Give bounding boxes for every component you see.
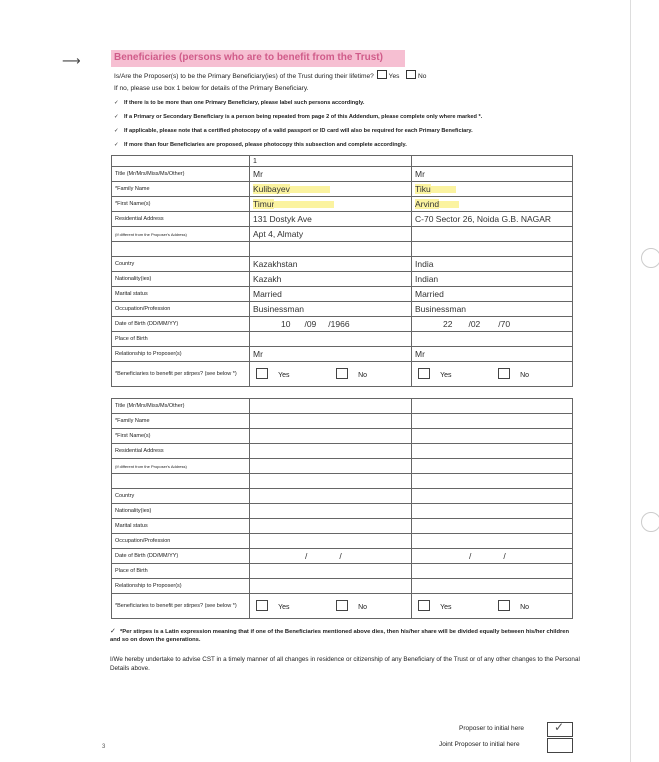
label-family-name: *Family Name [112, 414, 250, 429]
ben2-address-line2[interactable] [412, 227, 573, 242]
ben2-relationship[interactable]: Mr [412, 347, 573, 362]
ben4-address-line1[interactable] [412, 444, 573, 459]
ben1-address-line2[interactable]: Apt 4, Almaty [250, 227, 412, 242]
label-date-of-birth: Date of Birth (DD/MM/YY) [112, 549, 250, 564]
ben1-title[interactable]: Mr [250, 167, 412, 182]
ben1-marital-status[interactable]: Married [250, 287, 412, 302]
ben1-nationality[interactable]: Kazakh [250, 272, 412, 287]
ben3-nationality[interactable] [250, 504, 412, 519]
tick-icon: ✓ [114, 142, 119, 148]
empty-cell [112, 156, 250, 167]
ben3-title[interactable] [250, 399, 412, 414]
ben4-first-name[interactable] [412, 429, 573, 444]
label-address-note: (If different from the Proposer's Address) [112, 227, 250, 242]
ben2-place-of-birth[interactable] [412, 332, 573, 347]
no-checkbox[interactable] [336, 368, 348, 379]
label-address-note: (If different from the Proposer's Address) [112, 459, 250, 474]
yes-checkbox[interactable] [256, 600, 268, 611]
ben2-address-line1[interactable]: C-70 Sector 26, Noida G.B. NAGAR [412, 212, 573, 227]
no-label: No [417, 73, 427, 80]
page-edge [630, 0, 631, 762]
instruction-bullet: ✓ If there is to be more than one Primary Beneficiary, please label such persons accordingly. [114, 100, 365, 106]
ben4-marital-status[interactable] [412, 519, 573, 534]
ben2-occupation[interactable]: Businessman [412, 302, 573, 317]
ben1-country[interactable]: Kazakhstan [250, 257, 412, 272]
empty-cell[interactable] [250, 242, 412, 257]
yes-checkbox[interactable] [377, 70, 387, 79]
yes-checkbox[interactable] [418, 368, 430, 379]
empty-cell [112, 242, 250, 257]
ben3-place-of-birth[interactable] [250, 564, 412, 579]
label-address: Residential Address [112, 212, 250, 227]
label-place-of-birth: Place of Birth [112, 564, 250, 579]
label-first-name: *First Name(s) [112, 197, 250, 212]
ben4-address-line2[interactable] [412, 459, 573, 474]
box-number: 1 [250, 156, 412, 167]
ben4-per-stirpes: Yes No [412, 594, 573, 619]
yes-checkbox[interactable] [418, 600, 430, 611]
tick-icon: ✓ [110, 628, 116, 635]
ben1-per-stirpes: Yes No [250, 362, 412, 387]
instruction-bullet: ✓ If a Primary or Secondary Beneficiary is a person being repeated from page 2 of this Addendum, please complete only where marked *. [114, 114, 483, 120]
primary-beneficiary-question [114, 70, 426, 80]
proposer-initial-label: Proposer to initial here [459, 725, 525, 732]
yes-label: Yes [388, 73, 400, 80]
ben3-first-name[interactable] [250, 429, 412, 444]
ben1-address-line1[interactable]: 131 Dostyk Ave [250, 212, 412, 227]
ben3-family-name[interactable] [250, 414, 412, 429]
label-title: Title (Mr/Mrs/Miss/Ms/Other) [112, 167, 250, 182]
empty-cell [412, 156, 573, 167]
ben1-relationship[interactable]: Mr [250, 347, 412, 362]
label-per-stirpes: *Beneficiaries to benefit per stirpes? (see below *) [112, 594, 250, 619]
label-country: Country [112, 489, 250, 504]
joint-proposer-initial-label: Joint Proposer to initial here [439, 741, 520, 748]
ben2-per-stirpes: Yes No [412, 362, 573, 387]
ben2-nationality[interactable]: Indian [412, 272, 573, 287]
ben3-date-of-birth[interactable]: / / [250, 549, 412, 564]
ben1-occupation[interactable]: Businessman [250, 302, 412, 317]
ben1-first-name[interactable]: Timur [250, 197, 412, 212]
ben4-title[interactable] [412, 399, 573, 414]
per-stirpes-note: ✓ *Per stirpes is a Latin expression meaning that if one of the Beneficiaries mentioned above dies, then his/her share will be divided equally between his/her children and so on down the generations. [110, 628, 570, 643]
joint-proposer-initial-box[interactable] [547, 738, 573, 753]
label-first-name: *First Name(s) [112, 429, 250, 444]
label-family-name: *Family Name [112, 182, 250, 197]
label-address: Residential Address [112, 444, 250, 459]
yes-checkbox[interactable] [256, 368, 268, 379]
instruction-bullet: ✓ If more than four Beneficiaries are proposed, please photocopy this subsection and complete accordingly. [114, 142, 407, 148]
label-per-stirpes: *Beneficiaries to benefit per stirpes? (see below *) [112, 362, 250, 387]
label-title: Title (Mr/Mrs/Miss/Ms/Other) [112, 399, 250, 414]
tick-icon: ✓ [114, 100, 119, 106]
if-no-instruction: If no, please use box 1 below for details of the Primary Beneficiary. [114, 85, 309, 92]
ben3-per-stirpes: Yes No [250, 594, 412, 619]
ben2-marital-status[interactable]: Married [412, 287, 573, 302]
initial-mark: ✓ [554, 720, 565, 734]
empty-cell [112, 474, 250, 489]
question-text: Is/Are the Proposer(s) to be the Primary Beneficiary(ies) of the Trust during their lifetime? [114, 73, 374, 80]
empty-cell[interactable] [412, 474, 573, 489]
label-relationship: Relationship to Proposer(s) [112, 347, 250, 362]
ben4-relationship[interactable] [412, 579, 573, 594]
ben3-relationship[interactable] [250, 579, 412, 594]
no-checkbox[interactable] [406, 70, 416, 79]
empty-cell[interactable] [412, 242, 573, 257]
section-heading: Beneficiaries (persons who are to benefit from the Trust) [114, 52, 383, 63]
ben2-date-of-birth[interactable]: 22 /02 /70 [412, 317, 573, 332]
ben4-place-of-birth[interactable] [412, 564, 573, 579]
ben1-family-name[interactable]: Kulibayev [250, 182, 412, 197]
instruction-bullet: ✓ If applicable, please note that a certified photocopy of a valid passport or ID card will also be required for each Primary Beneficiary. [114, 128, 473, 134]
label-place-of-birth: Place of Birth [112, 332, 250, 347]
ben4-country[interactable] [412, 489, 573, 504]
label-marital-status: Marital status [112, 287, 250, 302]
ben4-nationality[interactable] [412, 504, 573, 519]
label-occupation: Occupation/Profession [112, 534, 250, 549]
tick-icon: ✓ [114, 128, 119, 134]
label-country: Country [112, 257, 250, 272]
label-relationship: Relationship to Proposer(s) [112, 579, 250, 594]
label-marital-status: Marital status [112, 519, 250, 534]
label-occupation: Occupation/Profession [112, 302, 250, 317]
beneficiary-table-1 [111, 155, 573, 387]
page-number: 3 [102, 744, 106, 750]
tick-icon: ✓ [114, 114, 119, 120]
label-nationality: Nationality(ies) [112, 504, 250, 519]
punch-hole [641, 512, 659, 532]
ben1-place-of-birth[interactable] [250, 332, 412, 347]
ben2-family-name[interactable]: Tiku [412, 182, 573, 197]
ben3-country[interactable] [250, 489, 412, 504]
punch-hole [641, 248, 659, 268]
ben3-marital-status[interactable] [250, 519, 412, 534]
no-checkbox[interactable] [498, 600, 510, 611]
undertaking-text: I/We hereby undertake to advise CST in a timely manner of all changes in residence or citizenship of any Beneficiary of the Trust or of any other changes to the Personal Details above. [110, 656, 580, 672]
no-checkbox[interactable] [498, 368, 510, 379]
ben2-country[interactable]: India [412, 257, 573, 272]
ben3-address-line2[interactable] [250, 459, 412, 474]
ben2-first-name[interactable]: Arvind [412, 197, 573, 212]
ben4-occupation[interactable] [412, 534, 573, 549]
arrow-mark-icon: ⟶ [62, 54, 81, 69]
label-date-of-birth: Date of Birth (DD/MM/YY) [112, 317, 250, 332]
label-nationality: Nationality(ies) [112, 272, 250, 287]
no-checkbox[interactable] [336, 600, 348, 611]
ben1-date-of-birth[interactable]: 10 /09 /1966 [250, 317, 412, 332]
ben4-family-name[interactable] [412, 414, 573, 429]
ben4-date-of-birth[interactable]: / / [412, 549, 573, 564]
ben3-occupation[interactable] [250, 534, 412, 549]
empty-cell[interactable] [250, 474, 412, 489]
beneficiary-table-2 [111, 398, 573, 619]
ben3-address-line1[interactable] [250, 444, 412, 459]
ben2-title[interactable]: Mr [412, 167, 573, 182]
